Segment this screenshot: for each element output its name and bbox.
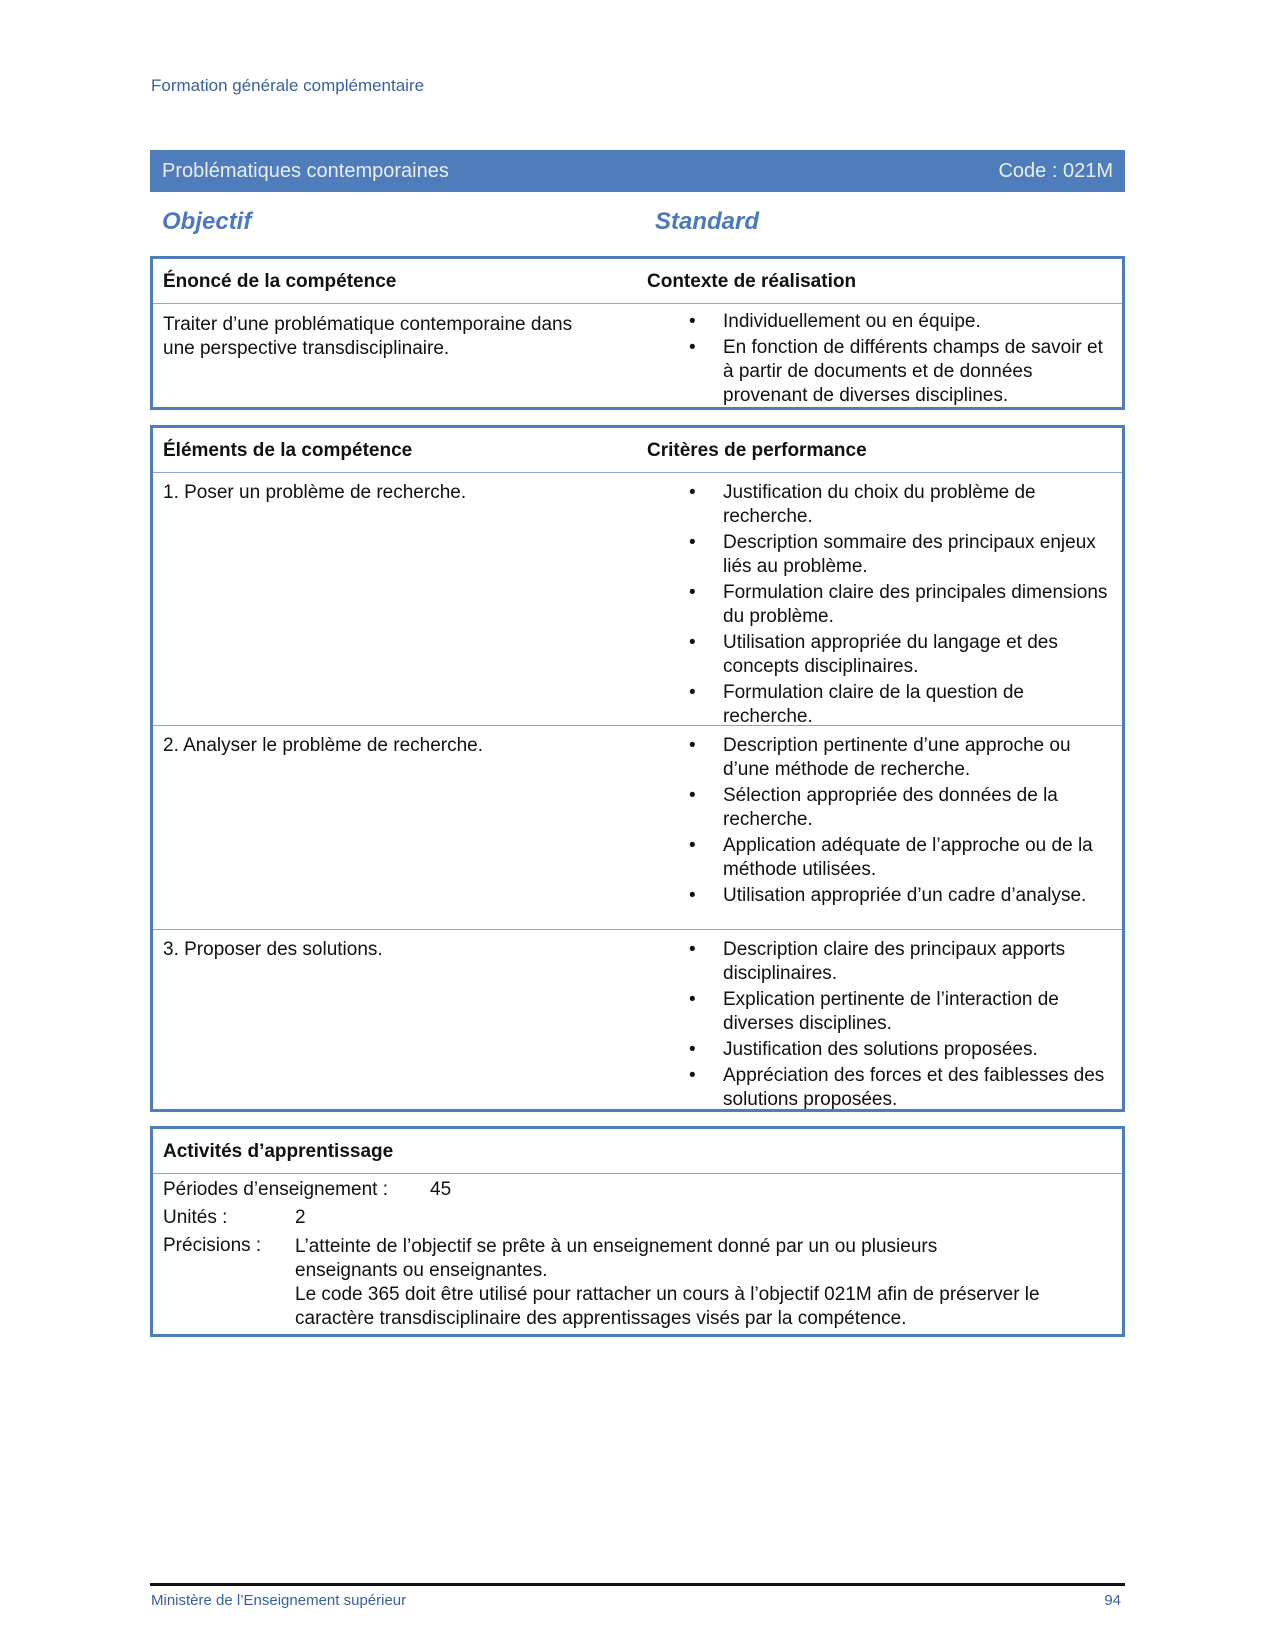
element-text: 1. Poser un problème de recherche. (163, 482, 467, 503)
context-list (685, 310, 1105, 410)
list-item: • Formulation claire des principales dimensions du problème. (685, 581, 1112, 629)
running-header: Formation générale complémentaire (151, 76, 425, 95)
elements-header: Éléments de la compétence (163, 440, 413, 461)
units-value: 2 (295, 1207, 306, 1228)
list-item: • Application adéquate de l’approche ou de la méthode utilisées. (685, 834, 1112, 882)
activities-header: Activités d’apprentissage (163, 1141, 394, 1162)
list-item: • Justification des solutions proposées. (685, 1038, 1112, 1062)
page-footer (151, 1592, 1121, 1609)
standard-heading: Standard (655, 208, 760, 235)
list-item: • Explication pertinente de l’interaction de diverses disciplines. (685, 988, 1112, 1036)
objectif-heading: Objectif (162, 208, 252, 235)
element-text: 3. Proposer des solutions. (163, 939, 383, 960)
competence-statement: Traiter d’une problématique contemporaine dans une perspective transdisciplinaire. (163, 314, 573, 359)
page-number: 94 (1104, 1592, 1121, 1609)
ministry-name: Ministère de l’Enseignement supérieur (151, 1592, 407, 1609)
list-item: • Description pertinente d’une approche ou d’une méthode de recherche. (685, 734, 1112, 782)
course-title: Problématiques contemporaines (162, 160, 449, 182)
list-item: • Appréciation des forces et des faiblesses des solutions proposées. (685, 1064, 1112, 1112)
criteria-list (685, 481, 1112, 729)
list-item: • Utilisation appropriée du langage et des concepts disciplinaires. (685, 631, 1112, 679)
list-item: • Utilisation appropriée d’un cadre d’analyse. (685, 884, 1112, 908)
list-item: • Description sommaire des principaux enjeux liés au problème. (685, 531, 1112, 579)
element-row-3 (153, 930, 1122, 1110)
precisions-label: Précisions : (163, 1235, 262, 1256)
course-code: Code : 021M (998, 160, 1113, 182)
criteria-header: Critères de performance (647, 440, 867, 461)
periods-label: Périodes d’enseignement : (163, 1179, 388, 1200)
criteria-list (685, 734, 1112, 908)
list-item: • Sélection appropriée des données de la recherche. (685, 784, 1112, 832)
list-item: • Justification du choix du problème de recherche. (685, 481, 1112, 529)
course-title-bar (150, 150, 1125, 192)
elements-box (150, 425, 1125, 1112)
list-item: • Description claire des principaux apports disciplinaires. (685, 938, 1112, 986)
precisions-text: L’atteinte de l’objectif se prête à un enseignement donné par un ou plusieurs enseignants ou enseignantes. Le code 365 doit être utilisé pour rattacher un cours à l’objectif 021M afin de préserver le caractère transdisciplinaire des apprentissages visés par la compétence. (295, 1236, 1040, 1329)
context-header: Contexte de réalisation (647, 271, 857, 292)
list-item: • Formulation claire de la question de recherche. (685, 681, 1112, 729)
list-item: • Individuellement ou en équipe. (685, 310, 1105, 334)
list-item: • En fonction de différents champs de savoir et à partir de documents et de données provenant de diverses disciplines. (685, 336, 1105, 408)
competence-statement-header: Énoncé de la compétence (163, 271, 397, 292)
elements-box-header (153, 428, 1122, 473)
criteria-list (685, 938, 1112, 1112)
element-row-1 (153, 473, 1122, 726)
periods-value: 45 (430, 1179, 452, 1200)
element-text: 2. Analyser le problème de recherche. (163, 735, 484, 756)
units-label: Unités : (163, 1207, 228, 1228)
activities-box-header (153, 1129, 1122, 1174)
element-row-2 (153, 726, 1122, 930)
footer-rule (150, 1583, 1125, 1586)
activities-box (150, 1126, 1125, 1337)
competence-box-header (153, 259, 1122, 304)
competence-box (150, 256, 1125, 410)
